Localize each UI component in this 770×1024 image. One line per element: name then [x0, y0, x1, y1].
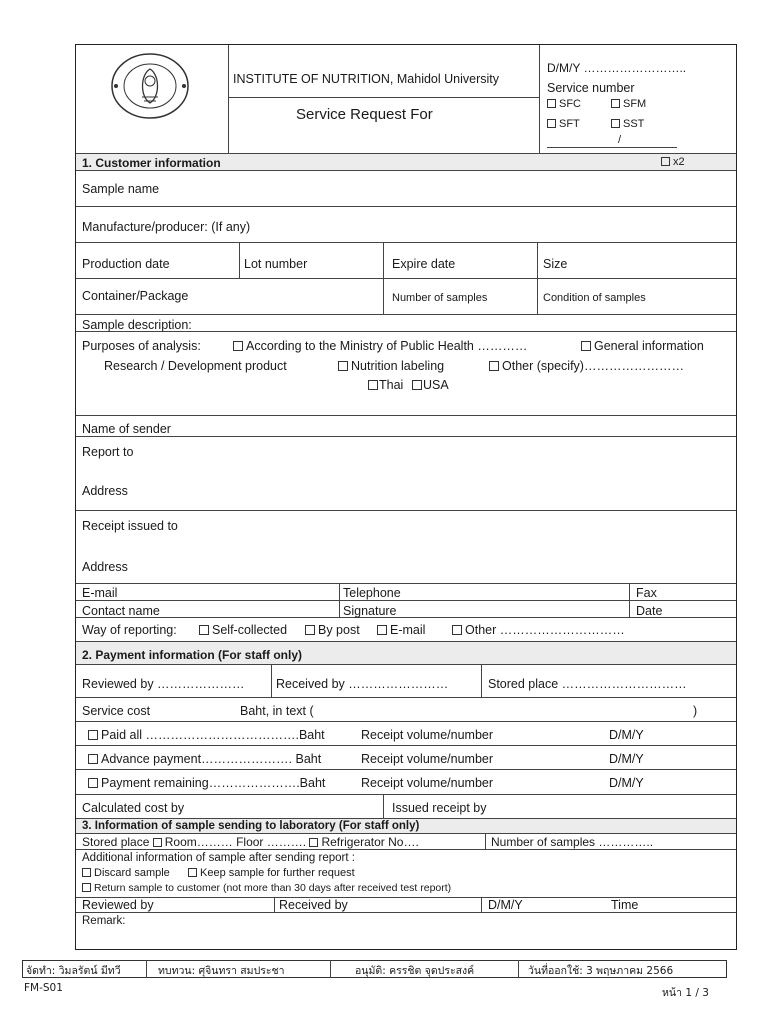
- email-label: E-mail: [82, 586, 118, 600]
- code-sst[interactable]: [611, 117, 644, 131]
- service-cost-row: [76, 698, 736, 722]
- checkbox[interactable]: [82, 883, 91, 892]
- advance-dmy-label: D/M/Y: [609, 752, 644, 766]
- institute-name: INSTITUTE OF NUTRITION, Mahidol University: [233, 72, 499, 86]
- checkbox[interactable]: [412, 380, 422, 390]
- service-number-label: Service number: [547, 81, 635, 95]
- form-title: Service Request For: [296, 106, 433, 123]
- s3-number-samples: Number of samples …………..: [491, 835, 654, 849]
- s3-reviewed-label: Reviewed by: [82, 898, 154, 912]
- sample-name-row[interactable]: [76, 171, 736, 207]
- contact-name-label: Contact name: [82, 604, 160, 618]
- usa-option[interactable]: [412, 378, 449, 392]
- checkbox[interactable]: [88, 778, 98, 788]
- self-collected-option[interactable]: [199, 623, 287, 637]
- expire-date-label: Expire date: [392, 257, 456, 271]
- keep-option[interactable]: [188, 867, 355, 880]
- checkbox[interactable]: [377, 625, 387, 635]
- code-sfm[interactable]: [611, 97, 646, 111]
- email-option[interactable]: [377, 623, 425, 637]
- section-3-title: 3. Information of sample sending to laboratory (For staff only): [82, 820, 420, 832]
- approved-by: อนุมัติ: ครรชิต จุดประสงค์: [355, 965, 475, 977]
- return-option[interactable]: [82, 882, 451, 895]
- option-label: USA: [423, 378, 449, 392]
- calculated-cost-label: Calculated cost by: [82, 801, 185, 815]
- option-label: Keep sample for further request: [200, 867, 355, 879]
- room-floor-text: Room……… Floor ……….: [164, 835, 307, 849]
- option-label: According to the Ministry of Public Health …………: [246, 339, 528, 353]
- service-number-slash: /: [618, 134, 622, 146]
- section-1-title: 1. Customer information: [82, 156, 221, 170]
- checkbox[interactable]: [88, 730, 98, 740]
- receipt-volume-label: Receipt volume/number: [361, 752, 494, 766]
- option-label: Discard sample: [94, 867, 170, 879]
- checkbox[interactable]: [153, 838, 162, 847]
- receipt-volume-label: Receipt volume/number: [361, 728, 494, 742]
- report-to-row[interactable]: [76, 437, 736, 511]
- option-label: Self-collected: [212, 623, 288, 637]
- purposes-label: Purposes of analysis:: [82, 339, 201, 353]
- option-label: Other (specify)……………………: [502, 359, 684, 373]
- checkbox[interactable]: [661, 157, 670, 166]
- checkbox[interactable]: [188, 868, 197, 877]
- option-label: Advance payment…………………. Baht: [101, 752, 322, 766]
- s3-stored-label: [82, 836, 419, 849]
- payment-reviewed-label: Reviewed by …………………: [82, 677, 245, 691]
- code-label: SFC: [559, 98, 581, 110]
- sender-row[interactable]: [76, 416, 736, 437]
- service-number-line: [547, 147, 677, 148]
- baht-text-label: Baht, in text (: [240, 704, 314, 718]
- s3-dmy-label: D/M/Y: [488, 898, 523, 912]
- checkbox[interactable]: [452, 625, 462, 635]
- signature-label: Signature: [343, 604, 397, 618]
- research-label: Research / Development product: [104, 359, 287, 373]
- code-sft[interactable]: [547, 117, 580, 131]
- other-specify-option[interactable]: [489, 359, 684, 373]
- reviewed-by-footer: ทบทวน: ศุจินทรา สมประชา: [158, 965, 285, 977]
- paid-dmy-label: D/M/Y: [609, 728, 644, 742]
- size-label: Size: [543, 257, 568, 271]
- checkbox[interactable]: [309, 838, 318, 847]
- way-label: Way of reporting:: [82, 623, 177, 637]
- date-label: Date: [636, 604, 663, 618]
- additional-info-label: Additional information of sample after sending report :: [82, 852, 355, 864]
- option-label: Payment remaining………………….Baht: [101, 776, 326, 790]
- option-label: General information: [594, 339, 704, 353]
- service-request-form: [75, 44, 737, 950]
- checkbox[interactable]: [581, 341, 591, 351]
- checkbox[interactable]: [82, 868, 91, 877]
- code-label: SFM: [623, 98, 647, 110]
- header-dmy: D/M/Y ……………………..: [547, 61, 687, 75]
- other-option[interactable]: [452, 623, 625, 637]
- manufacturer-label: Manufacture/producer: (If any): [82, 220, 251, 234]
- section-2-title: 2. Payment information (For staff only): [82, 648, 303, 662]
- receipt-volume-label: Receipt volume/number: [361, 776, 494, 790]
- checkbox[interactable]: [611, 99, 620, 108]
- paid-all-option[interactable]: [88, 728, 325, 742]
- receipt-issued-label: Receipt issued to: [82, 519, 178, 533]
- fridge-text: Refrigerator No….: [321, 835, 419, 849]
- receipt-address-label: Address: [82, 560, 128, 574]
- checkbox[interactable]: [489, 361, 499, 371]
- form-code: FM-S01: [24, 982, 63, 994]
- service-cost-label: Service cost: [82, 704, 151, 718]
- checkbox[interactable]: [547, 119, 556, 128]
- fax-label: Fax: [636, 586, 657, 600]
- option-label: By post: [318, 623, 360, 637]
- checkbox[interactable]: [338, 361, 348, 371]
- checkbox[interactable]: [88, 754, 98, 764]
- sample-name-label: Sample name: [82, 182, 160, 196]
- checkbox[interactable]: [233, 341, 243, 351]
- x2-checkbox[interactable]: [661, 155, 685, 169]
- general-info-option[interactable]: [581, 339, 704, 353]
- institute-logo: [104, 51, 196, 121]
- container-label: Container/Package: [82, 289, 189, 303]
- thai-option[interactable]: [368, 378, 403, 392]
- sample-description-label: Sample description:: [82, 318, 192, 332]
- code-label: SFT: [559, 118, 580, 130]
- close-paren: ): [693, 704, 698, 718]
- remark-label: Remark:: [82, 915, 126, 927]
- advance-option[interactable]: [88, 752, 321, 766]
- by-post-option[interactable]: [305, 623, 360, 637]
- number-of-samples-label: Number of samples: [392, 292, 488, 304]
- code-label: SST: [623, 118, 645, 130]
- stored-place-label: Stored place …………………………: [488, 677, 687, 691]
- code-sfc[interactable]: [547, 97, 581, 111]
- checkbox[interactable]: [611, 119, 620, 128]
- s3-time-label: Time: [611, 898, 639, 912]
- option-label: E-mail: [390, 623, 426, 637]
- x2-label: x2: [673, 156, 685, 168]
- discard-option[interactable]: [82, 867, 170, 880]
- condition-label: Condition of samples: [543, 292, 646, 304]
- made-by: จัดทำ: วิมลรัตน์ มีทวี: [26, 965, 121, 977]
- address-label: Address: [82, 484, 128, 498]
- report-to-label: Report to: [82, 445, 134, 459]
- payment-received-label: Received by ……………………: [276, 677, 449, 691]
- option-label: Other …………………………: [465, 623, 625, 637]
- sender-label: Name of sender: [82, 422, 171, 436]
- issued-receipt-label: Issued receipt by: [392, 801, 487, 815]
- checkbox[interactable]: [305, 625, 315, 635]
- option-label: Nutrition labeling: [351, 359, 445, 373]
- nutrition-option[interactable]: [338, 359, 444, 373]
- ministry-option[interactable]: [233, 339, 527, 353]
- remaining-dmy-label: D/M/Y: [609, 776, 644, 790]
- option-label: Thai: [379, 378, 404, 392]
- checkbox[interactable]: [368, 380, 378, 390]
- telephone-label: Telephone: [343, 586, 401, 600]
- option-label: Return sample to customer (not more than 30 days after received test report): [94, 882, 452, 894]
- checkbox[interactable]: [547, 99, 556, 108]
- production-date-label: Production date: [82, 257, 170, 271]
- lot-number-label: Lot number: [244, 257, 308, 271]
- stored-place-text: Stored place: [82, 835, 150, 849]
- page-number: หน้า 1 / 3: [662, 987, 709, 999]
- remaining-option[interactable]: [88, 776, 325, 790]
- checkbox[interactable]: [199, 625, 209, 635]
- option-label: Paid all ……………………………….Baht: [101, 728, 325, 742]
- s3-received-label: Received by: [279, 898, 348, 912]
- effective-date: วันที่ออกใช้: 3 พฤษภาคม 2566: [528, 965, 674, 977]
